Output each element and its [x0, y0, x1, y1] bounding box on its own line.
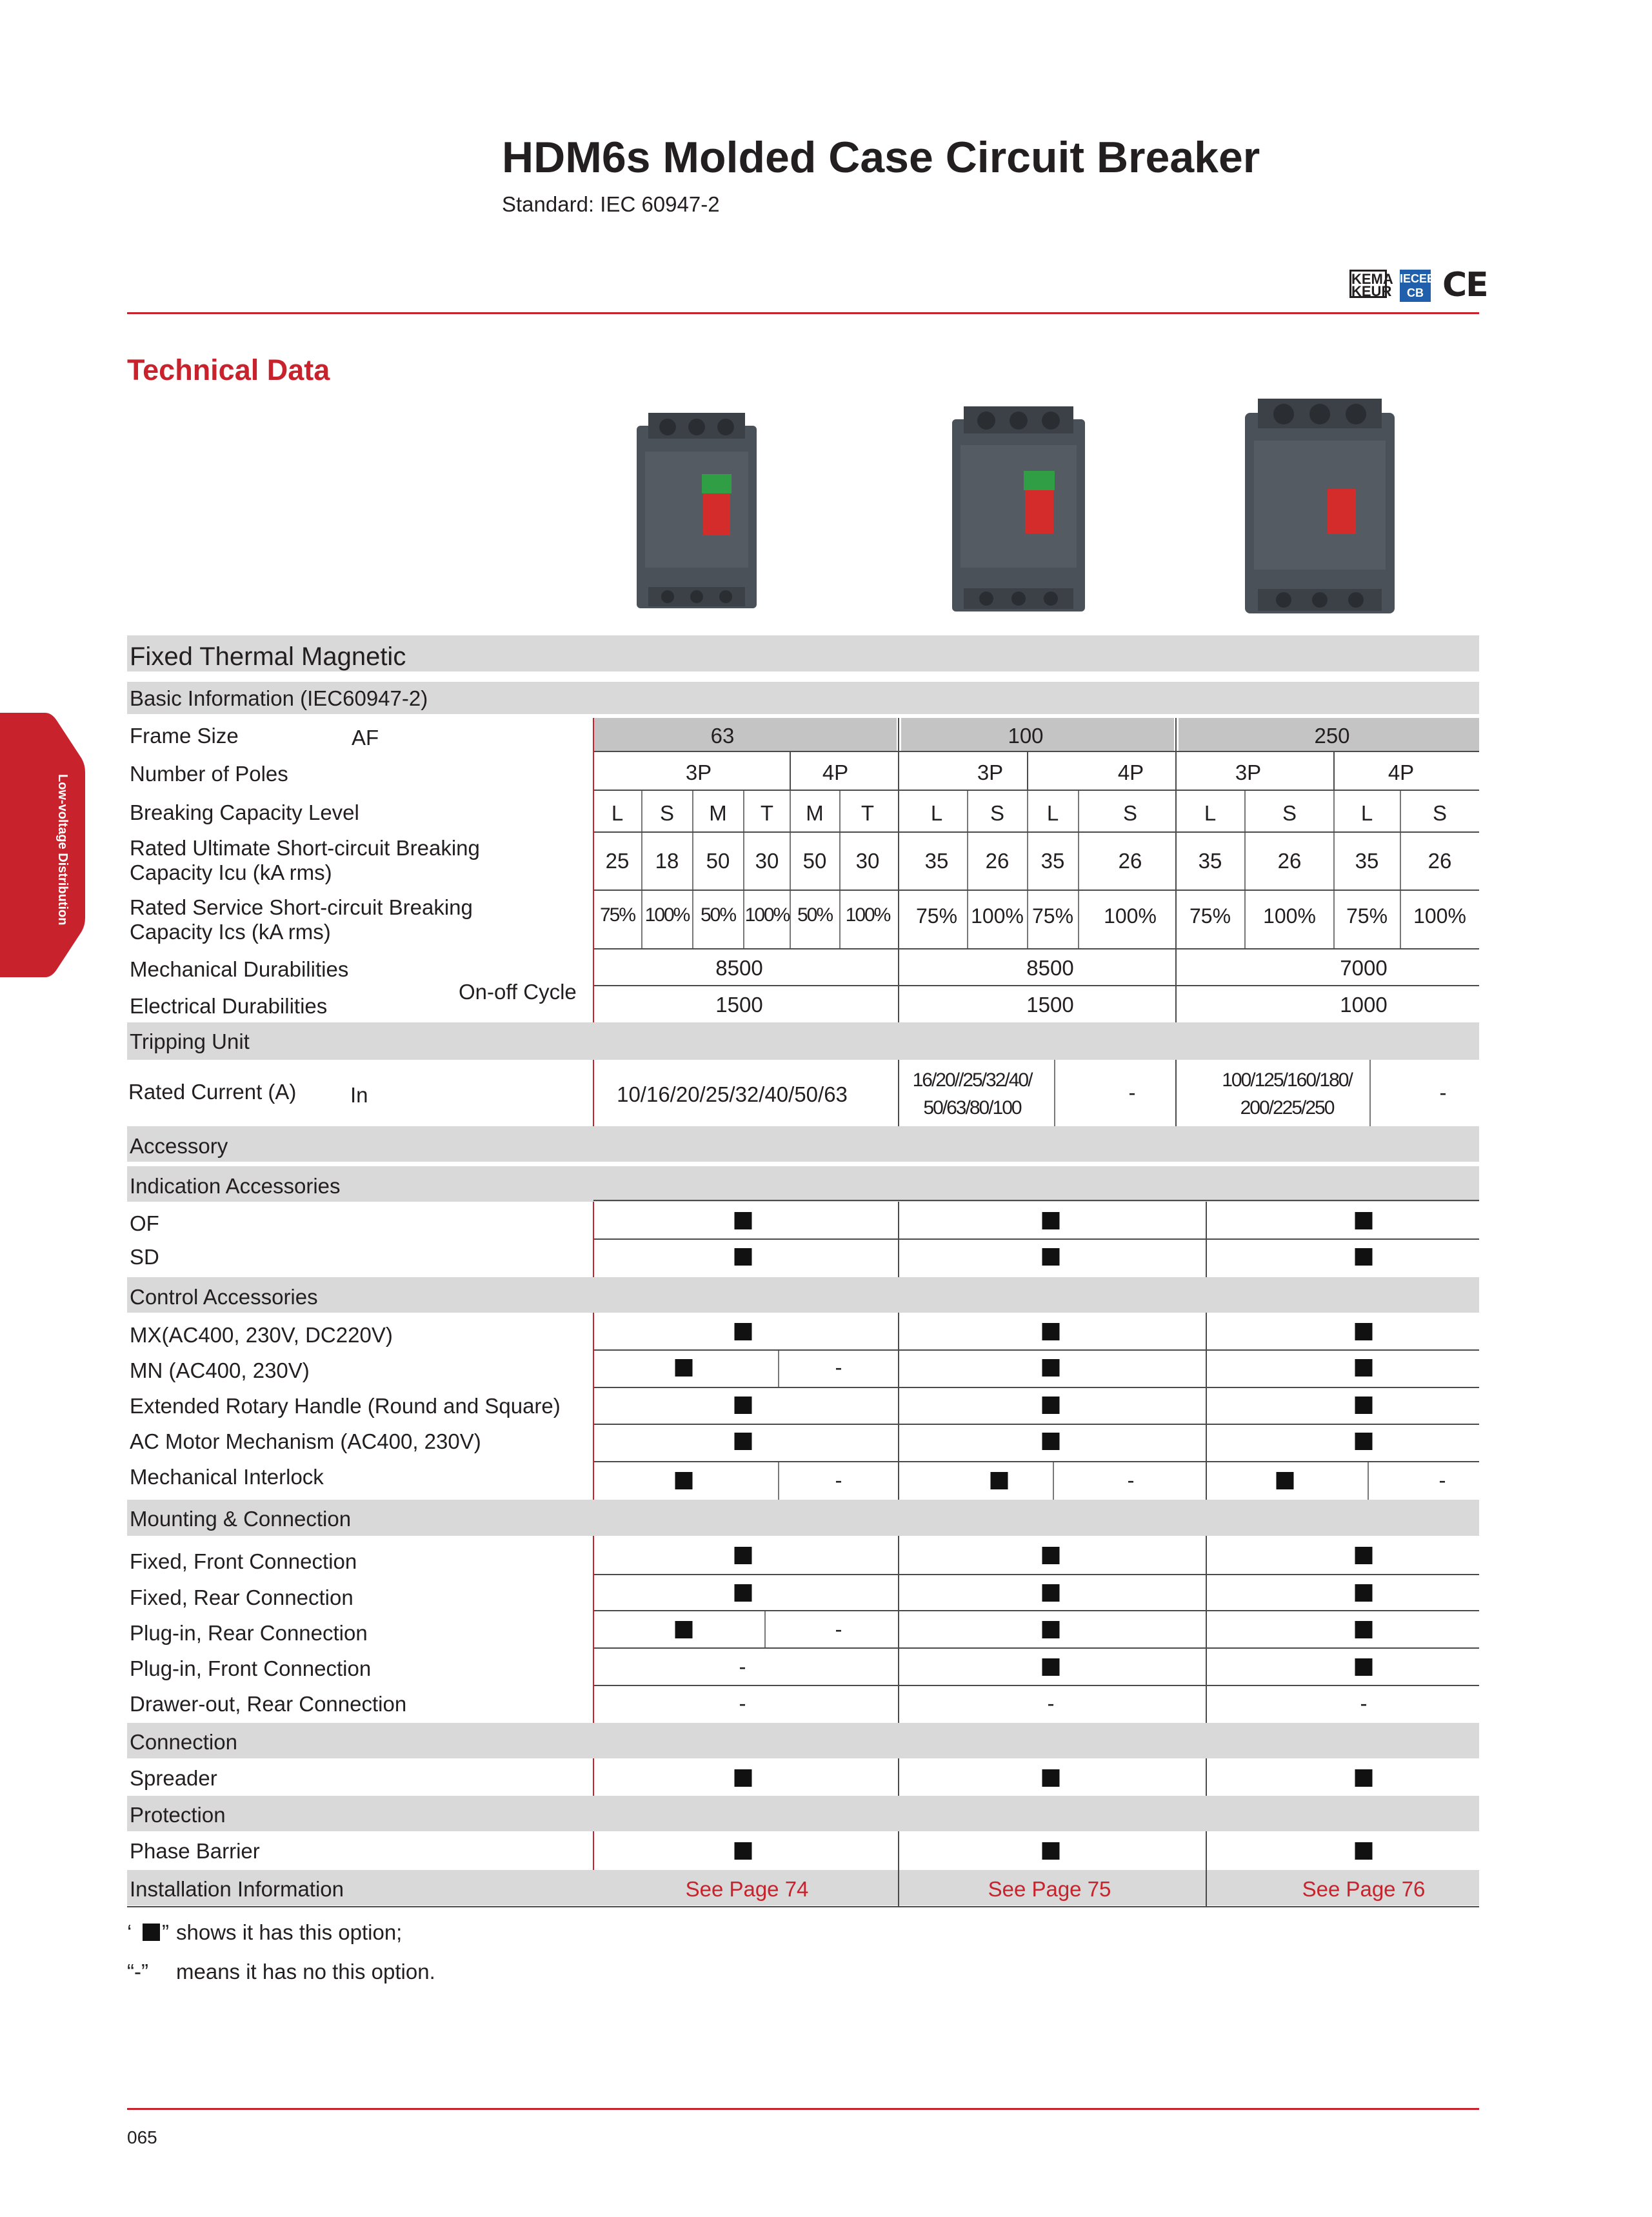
ics-cell: 100% [1413, 904, 1466, 928]
icu-cell: 35 [1040, 849, 1065, 873]
spreader-label: Spreader [130, 1766, 217, 1790]
breaking-level-cell: T [760, 801, 774, 825]
option-square-icon [1355, 1769, 1373, 1787]
elec-label: Electrical Durabilities [130, 994, 328, 1018]
rated-current-unit: In [350, 1083, 368, 1107]
legend-mark-close: ” [162, 1920, 169, 1944]
icu-cell: 26 [1277, 849, 1302, 873]
poles-cell: 4P [1117, 761, 1144, 784]
ics-cell: 100% [1104, 904, 1157, 928]
elec-100: 1500 [1026, 993, 1074, 1017]
option-square-icon [735, 1323, 752, 1340]
ics-cell: 50% [797, 904, 833, 926]
option-square-icon [991, 1472, 1008, 1489]
frame-size-label: Frame Size [130, 724, 239, 748]
on-off-cycle-label: On-off Cycle [459, 980, 577, 1004]
icu-cell: 35 [1355, 849, 1379, 873]
plugin-rear-label: Plug-in, Rear Connection [130, 1621, 368, 1645]
option-square-icon [1355, 1397, 1373, 1414]
page-title: HDM6s Molded Case Circuit Breaker [502, 133, 1260, 182]
control-heading: Control Accessories [130, 1285, 318, 1309]
icu-label-1: Rated Ultimate Short-circuit Breaking [130, 836, 480, 860]
no-option-dash: - [1127, 1468, 1135, 1492]
ics-label-2: Capacity Ics (kA rms) [130, 920, 331, 944]
iecee-cb-logo: IECEE CB [1400, 270, 1431, 302]
breaking-level-label: Breaking Capacity Level [130, 800, 359, 824]
breaking-level-cell: S [1282, 801, 1297, 825]
option-square-icon [1042, 1212, 1060, 1229]
legend-mark-open: ‘ [127, 1920, 132, 1944]
icu-cell: 50 [802, 849, 827, 873]
icu-cell: 26 [1428, 849, 1452, 873]
option-square-icon [1355, 1842, 1373, 1860]
breaking-level-cell: L [930, 801, 943, 825]
poles-cell: 4P [822, 761, 849, 784]
legend-dash-text: means it has no this option. [176, 1960, 435, 1983]
option-square-icon [735, 1584, 752, 1602]
breaking-level-cell: S [1122, 801, 1138, 825]
option-square-icon [1042, 1547, 1060, 1564]
option-square-icon [1277, 1472, 1294, 1489]
no-option-dash: - [1047, 1691, 1055, 1715]
mech-250: 7000 [1340, 956, 1388, 980]
mounting-heading: Mounting & Connection [130, 1507, 352, 1531]
poles-cell: 3P [685, 761, 712, 784]
install-link-250[interactable]: See Page 76 [1302, 1877, 1426, 1901]
plugin-front-label: Plug-in, Front Connection [130, 1656, 372, 1680]
protection-heading: Protection [130, 1803, 226, 1827]
install-link-100[interactable]: See Page 75 [988, 1877, 1111, 1901]
rated-current-250-line2: 200/225/250 [1240, 1097, 1334, 1118]
breaking-level-cell: S [1432, 801, 1448, 825]
breaking-level-cell: L [611, 801, 624, 825]
option-square-icon [735, 1397, 752, 1414]
breaking-level-cell: L [1360, 801, 1373, 825]
option-square-icon [1042, 1359, 1060, 1377]
mn-label: MN (AC400, 230V) [130, 1358, 310, 1382]
option-square-icon [1355, 1359, 1373, 1377]
fixed-rear-label: Fixed, Rear Connection [130, 1586, 353, 1609]
sd-label: SD [130, 1245, 159, 1269]
rated-current-100-4p: - [1128, 1080, 1136, 1104]
option-square-icon [1042, 1433, 1060, 1450]
rated-current-250-line1: 100/125/160/180/ [1222, 1069, 1352, 1091]
icu-cell: 18 [655, 849, 679, 873]
ics-cell: 75% [1346, 904, 1388, 928]
option-square-icon [1042, 1323, 1060, 1340]
installation-label: Installation Information [130, 1877, 344, 1901]
footer-divider [127, 2108, 1479, 2110]
option-square-icon [1042, 1584, 1060, 1602]
fixed-front-label: Fixed, Front Connection [130, 1549, 357, 1573]
ics-cell: 75% [599, 904, 635, 926]
ics-cell: 100% [845, 904, 890, 926]
side-tab-label: Low-voltage Distribution [55, 774, 70, 926]
mech-100: 8500 [1026, 956, 1074, 980]
mech-label: Mechanical Durabilities [130, 957, 349, 981]
breaking-level-cell: T [861, 801, 875, 825]
frame-size-100: 100 [1008, 724, 1044, 748]
rated-current-63: 10/16/20/25/32/40/50/63 [617, 1082, 848, 1106]
option-square-icon [1042, 1769, 1060, 1787]
rated-current-100-line2: 50/63/80/100 [923, 1097, 1021, 1118]
ics-cell: 100% [644, 904, 690, 926]
table-heading: Fixed Thermal Magnetic [130, 642, 406, 671]
option-square-icon [1042, 1397, 1060, 1414]
poles-cell: 4P [1388, 761, 1415, 784]
option-square-icon [1355, 1621, 1373, 1638]
ce-mark-logo: CE [1442, 266, 1488, 304]
option-square-icon [1355, 1248, 1373, 1266]
breaking-level-cell: L [1046, 801, 1059, 825]
no-option-dash: - [835, 1468, 842, 1492]
rated-current-100-line1: 16/20//25/32/40/ [912, 1069, 1032, 1091]
kema-keur-logo: KEMA KEUR [1349, 270, 1387, 298]
icu-label-2: Capacity Icu (kA rms) [130, 860, 332, 884]
option-square-icon [735, 1433, 752, 1450]
icu-cell: 35 [1198, 849, 1222, 873]
icu-cell: 26 [1118, 849, 1142, 873]
breaking-level-cell: M [806, 801, 824, 825]
accessory-heading: Accessory [130, 1134, 228, 1158]
option-square-icon [1355, 1323, 1373, 1340]
option-square-icon [1042, 1658, 1060, 1676]
breaking-level-cell: S [659, 801, 675, 825]
option-square-icon [1355, 1433, 1373, 1450]
ics-label-1: Rated Service Short-circuit Breaking [130, 895, 473, 919]
no-option-dash: - [739, 1655, 746, 1678]
elec-250: 1000 [1340, 993, 1388, 1017]
icu-cell: 26 [985, 849, 1010, 873]
icu-cell: 25 [605, 849, 630, 873]
drawer-out-label: Drawer-out, Rear Connection [130, 1692, 407, 1716]
icu-cell: 50 [706, 849, 730, 873]
frame-size-unit: AF [352, 726, 379, 750]
option-square-icon [1355, 1584, 1373, 1602]
option-square-icon [735, 1842, 752, 1860]
poles-label: Number of Poles [130, 762, 288, 786]
icu-cell: 30 [855, 849, 880, 873]
option-square-icon [735, 1547, 752, 1564]
legend-dash-symbol: “-” [127, 1960, 148, 1983]
option-square-icon [1042, 1248, 1060, 1266]
page-number: 065 [127, 2127, 157, 2147]
icu-cell: 35 [924, 849, 949, 873]
frame-size-63: 63 [710, 724, 735, 748]
install-link-63[interactable]: See Page 74 [685, 1877, 809, 1901]
no-option-dash: - [739, 1691, 746, 1715]
option-square-icon [735, 1212, 752, 1229]
option-square-icon [675, 1472, 693, 1489]
ics-cell: 100% [971, 904, 1024, 928]
breaking-level-cell: S [990, 801, 1005, 825]
indication-heading: Indication Accessories [130, 1174, 341, 1198]
option-square-icon [1355, 1212, 1373, 1229]
rated-current-250-4p: - [1439, 1080, 1447, 1104]
ics-cell: 75% [915, 904, 958, 928]
elec-63: 1500 [715, 993, 763, 1017]
option-square-icon [1355, 1658, 1373, 1676]
no-option-dash: - [835, 1355, 842, 1379]
of-label: OF [130, 1211, 159, 1235]
legend-mark-text: shows it has this option; [176, 1920, 403, 1944]
option-square-icon [1355, 1547, 1373, 1564]
ics-cell: 100% [1263, 904, 1316, 928]
option-square-icon [675, 1359, 693, 1377]
option-square-icon [735, 1769, 752, 1787]
ics-cell: 75% [1189, 904, 1231, 928]
poles-cell: 3P [1235, 761, 1262, 784]
no-option-dash: - [835, 1617, 842, 1641]
ics-cell: 100% [744, 904, 790, 926]
motor-mechanism-label: AC Motor Mechanism (AC400, 230V) [130, 1429, 481, 1453]
mech-63: 8500 [715, 956, 763, 980]
ics-cell: 75% [1031, 904, 1074, 928]
basic-info-heading: Basic Information (IEC60947-2) [130, 686, 428, 710]
mx-label: MX(AC400, 230V, DC220V) [130, 1323, 393, 1347]
icu-cell: 30 [755, 849, 779, 873]
option-square-icon [1042, 1842, 1060, 1860]
rotary-handle-label: Extended Rotary Handle (Round and Square) [130, 1394, 561, 1418]
legend-option-square-icon [143, 1924, 160, 1941]
option-square-icon [1042, 1621, 1060, 1638]
option-square-icon [675, 1621, 693, 1638]
connection-heading: Connection [130, 1730, 237, 1754]
poles-cell: 3P [977, 761, 1004, 784]
no-option-dash: - [1360, 1691, 1368, 1715]
rated-current-label: Rated Current (A) [128, 1080, 297, 1104]
tripping-unit-heading: Tripping Unit [130, 1029, 250, 1053]
breaking-level-cell: M [709, 801, 727, 825]
frame-size-250: 250 [1314, 724, 1350, 748]
standard-text: Standard: IEC 60947-2 [502, 192, 720, 216]
option-square-icon [735, 1248, 752, 1266]
ics-cell: 50% [700, 904, 736, 926]
phase-barrier-label: Phase Barrier [130, 1839, 260, 1863]
section-title: Technical Data [127, 353, 330, 386]
breaking-level-cell: L [1204, 801, 1217, 825]
interlock-label: Mechanical Interlock [130, 1465, 324, 1489]
no-option-dash: - [1438, 1468, 1446, 1492]
